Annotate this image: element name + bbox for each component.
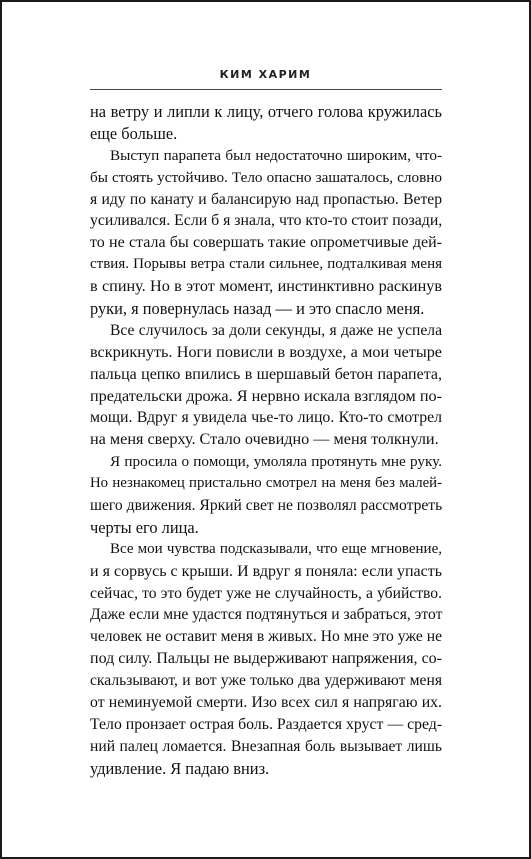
text-line: удивление. Я падаю вниз. [90, 758, 270, 778]
text-line: на меня сверху. Стало очевидно — меня толкнули. [90, 430, 439, 449]
text-line: мощи. Вдруг я увидела чье-то лицо. Кто-то смотрел [90, 409, 442, 427]
text-line: Тело пронзает острая боль. Раздается хруст — сред- [90, 715, 443, 733]
text-line: и я сорвусь с крыши. И вдруг я поняла: если упасть [90, 562, 442, 580]
text-line: черты его лица. [90, 517, 199, 537]
text-line: Я просила о помощи, умоляла протянуть мне руку. [110, 453, 442, 471]
text-line: на ветру и липли к лицу, отчего голова кружилась [90, 102, 442, 121]
text-line: в спину. Но в этот момент, инстинктивно раскинув [90, 277, 442, 296]
text-line: еще больше. [90, 123, 178, 143]
text-line: я иду по канату и балансирую над пропастью. Ветер [90, 190, 442, 208]
header-rule [90, 89, 442, 90]
running-head: КИМ ХАРИМ [219, 68, 312, 81]
text-line: под силу. Пальцы не выдерживают напряжения, со- [90, 650, 442, 668]
paragraph [90, 145, 442, 320]
paragraph [90, 539, 442, 780]
text-line: скальзывают, и вот уже только два удерживают меня [90, 672, 442, 690]
text-line: предательски дрожа. Я нервно искала взглядом по- [90, 386, 442, 405]
text-line: Выступ парапета был недостаточно широким, что- [110, 146, 442, 164]
text-line: усиливался. Если б я знала, что кто-то стоит позади, [90, 212, 443, 230]
text-line: вскрикнуть. Ноги повисли в воздухе, а мои четыре [90, 342, 442, 361]
paragraph [90, 101, 442, 145]
text-line: ствия. Порывы ветра стали сильнее, подталкивая меня [90, 256, 442, 273]
text-line: Но незнакомец пристально смотрел на меня без малей- [90, 475, 442, 492]
body-text [90, 101, 442, 780]
text-line: сейчас, то это будет уже не случайность, а убийство. [90, 584, 442, 602]
paragraph [90, 451, 442, 539]
text-line: Все случилось за доли секунды, я даже не успела [110, 321, 442, 339]
text-line: от неминуемой смерти. Изо всех сил я напрягаю их. [90, 694, 442, 712]
text-line: бы стоять устойчиво. Тело опасно зашаталось, словно [90, 168, 442, 186]
text-line: пальца цепко впились в шершавый бетон парапета, [90, 365, 442, 383]
text-line: человек не оставит меня в живых. Но мне это уже не [90, 628, 442, 646]
text-line: ний палец ломается. Внезапная боль вызывает лишь [90, 737, 442, 755]
text-line: Все мои чувства подсказывали, что еще мгновение, [110, 540, 442, 557]
text-line: Даже если мне удастся подтянуться и забраться, этот [90, 606, 443, 624]
text-line: шего движения. Яркий свет не позволял рассмотреть [90, 497, 443, 515]
text-line: то не стала бы совершать такие опрометчивые дей- [90, 234, 442, 252]
paragraph [90, 320, 442, 451]
text-line: руки, я повернулась назад — и это спасло меня. [90, 299, 425, 319]
